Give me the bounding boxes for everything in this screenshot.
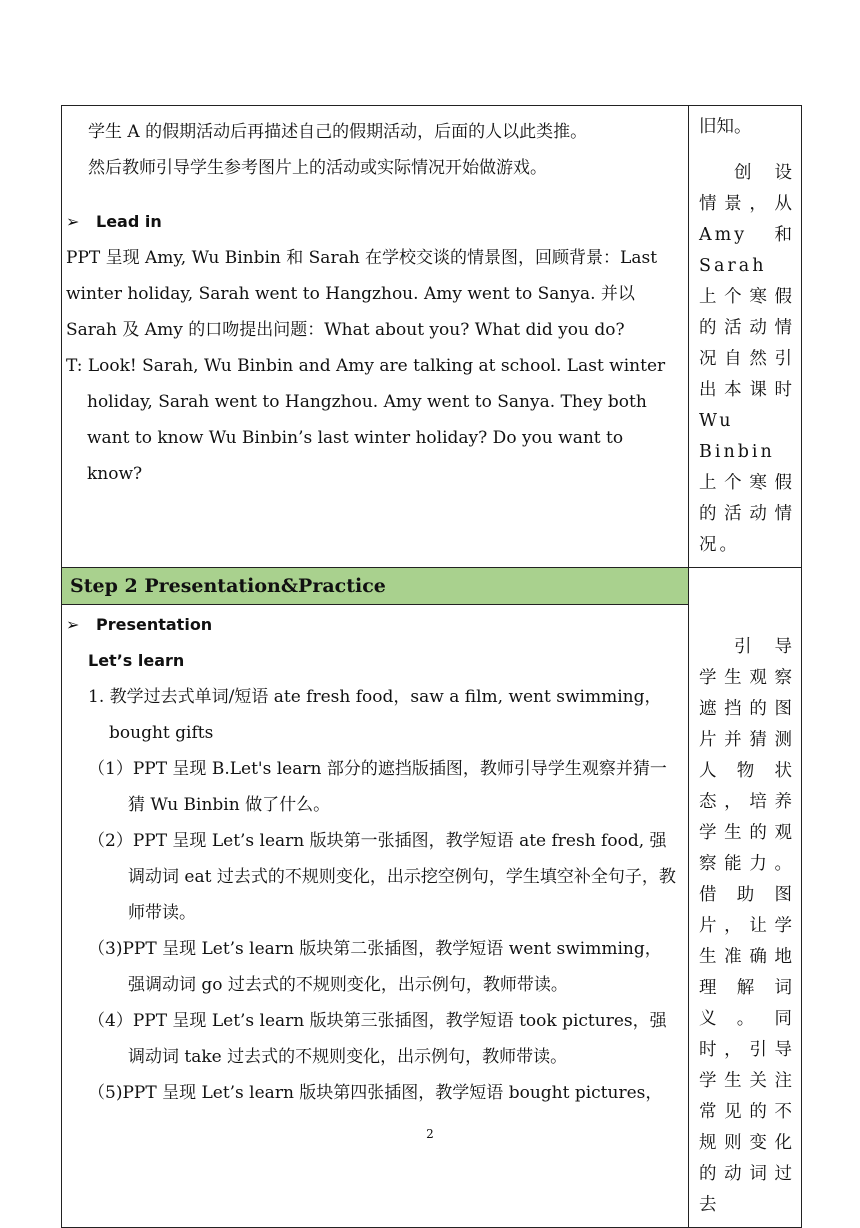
arrow-bullet-icon: ➢ xyxy=(66,615,80,634)
lead-in-title: Lead in xyxy=(96,212,162,231)
teaching-step: （3)PPT 呈现 Let’s learn 版块第二张插图，教学短语 went swimming，强调动词 go 过去式的不规则变化，出示例句，教师带读。 xyxy=(88,939,662,995)
side-note-main: 创设情景，从 Amy 和 Sarah 上个寒假的活动情况自然引出本课时 Wu Binbin 上个寒假的活动情况。 xyxy=(699,163,795,555)
teacher-dialogue: T: Look! Sarah, Wu Binbin and Amy are talking at school. Last winter holiday, Sarah went to Hangzhou. Amy went to Sanya. They both want to know Wu Binbin’s last winter holiday? Do you want to know? xyxy=(66,356,666,484)
lead-in-heading xyxy=(66,204,678,240)
teaching-step: （5)PPT 呈现 Let’s learn 版块第四张插图，教学短语 bought pictures， xyxy=(88,1083,663,1103)
presentation-heading xyxy=(66,607,678,643)
ppt-description: PPT 呈现 Amy, Wu Binbin 和 Sarah 在学校交谈的情景图，回顾背景：Last winter holiday, Sarah went to Hangzhou. Amy went to Sanya. 并以 Sarah 及 Amy 的口吻提出问题：What about you? What did you do? xyxy=(66,248,658,340)
teaching-item: 1. 教学过去式单词/短语 ate fresh food，saw a film, went swimming，bought gifts xyxy=(88,687,662,743)
teaching-step: （1）PPT 呈现 B.Let's learn 部分的遮挡版插图，教师引导学生观察并猜一猜 Wu Binbin 做了什么。 xyxy=(88,759,667,815)
table-row xyxy=(62,106,802,568)
side-note-presentation: 引导学生观察遮挡的图片并猜测人物状态，培养学生的观察能力。借助图片，让学生准确地理解词义。同时，引导学生关注常见的不规则变化的动词过去 xyxy=(699,637,795,1215)
lesson-plan-table xyxy=(61,105,802,1228)
activity-line: 学生 A 的假期活动后再描述自己的假期活动，后面的人以此类推。 xyxy=(88,122,588,142)
teaching-step: （4）PPT 呈现 Let’s learn 版块第三张插图，教学短语 took pictures，强调动词 take 过去式的不规则变化，出示例句，教师带读。 xyxy=(88,1011,667,1067)
step-heading: Step 2 Presentation&Practice xyxy=(62,568,688,605)
page-number: 2 xyxy=(426,1127,434,1141)
side-cell-warmup xyxy=(689,106,802,568)
presentation-title: Presentation xyxy=(96,615,213,634)
teaching-step: （2）PPT 呈现 Let’s learn 版块第一张插图，教学短语 ate fresh food, 强调动词 eat 过去式的不规则变化，出示挖空例句，学生填空补全句子，教师带读。 xyxy=(88,831,676,923)
arrow-bullet-icon: ➢ xyxy=(66,212,80,231)
activity-line: 然后教师引导学生参考图片上的活动或实际情况开始做游戏。 xyxy=(88,158,547,178)
side-note-top: 旧知。 xyxy=(699,117,752,137)
main-cell-warmup xyxy=(62,106,689,568)
spacer xyxy=(88,186,678,204)
lets-learn-heading: Let’s learn xyxy=(88,651,185,670)
